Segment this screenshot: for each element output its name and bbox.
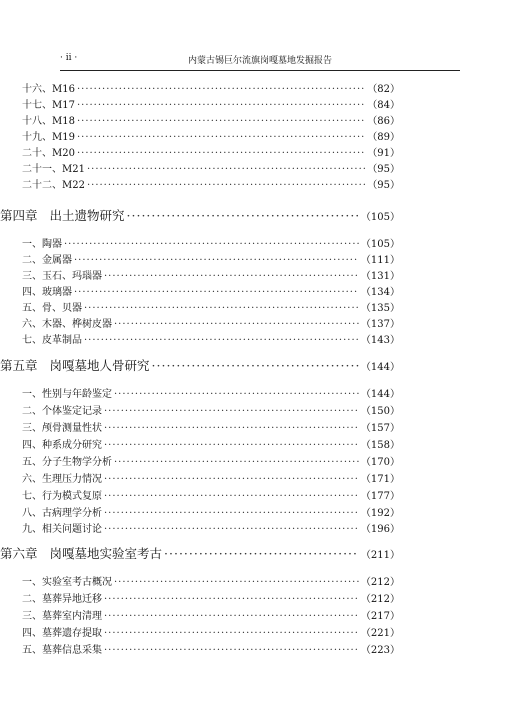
toc-entry-label: 六、生理压力情况 xyxy=(22,474,102,485)
leader-dots xyxy=(87,164,365,175)
leader-dots xyxy=(104,406,359,417)
toc-entry-page: （217） xyxy=(360,611,400,622)
toc-entry[interactable] xyxy=(0,176,400,191)
leader-dots xyxy=(114,577,359,588)
leader-dots xyxy=(77,100,365,111)
toc-entry-page: （158） xyxy=(360,440,400,451)
leader-dots xyxy=(77,116,365,127)
chapter-title: 岗嘎墓地人骨研究 xyxy=(49,358,150,373)
toc-entry-page: （144） xyxy=(360,389,400,400)
toc-entry-label: 九、相关问题讨论 xyxy=(22,524,102,535)
toc-entry-page: （170） xyxy=(360,457,400,468)
toc-entry-page: （91） xyxy=(367,148,400,159)
toc-entry-page: （95） xyxy=(367,164,400,175)
toc-entry-page: （143） xyxy=(360,335,400,346)
chapter-title: 出土遗物研究 xyxy=(49,208,125,223)
toc-entry-label: 四、玻璃器 xyxy=(22,287,72,298)
toc-entry-page: （212） xyxy=(360,594,400,605)
toc-entry-label: 二十、M20 xyxy=(22,148,75,159)
toc-entry-label: 十九、M19 xyxy=(22,132,75,143)
toc-entry-label: 四、墓葬遗存提取 xyxy=(22,628,102,639)
toc-entry-label: 十八、M18 xyxy=(22,116,75,127)
toc-chapter-heading[interactable] xyxy=(0,544,400,562)
toc-entry-label: 一、性别与年龄鉴定 xyxy=(22,389,112,400)
leader-dots xyxy=(104,524,359,535)
leader-dots xyxy=(127,208,359,223)
toc-entry[interactable] xyxy=(0,112,400,127)
leader-dots xyxy=(114,457,359,468)
page-number: · ii · xyxy=(60,53,78,63)
toc-chapter-heading[interactable] xyxy=(0,356,400,374)
toc-entry[interactable] xyxy=(0,299,400,314)
toc-entry-page: （150） xyxy=(360,406,400,417)
toc-entry[interactable] xyxy=(0,607,400,622)
page-header xyxy=(60,53,460,67)
toc-entry-page: （157） xyxy=(360,423,400,434)
toc-entry-page: （211） xyxy=(360,550,400,561)
leader-dots xyxy=(104,271,359,282)
leader-dots xyxy=(84,335,359,346)
toc-entry[interactable] xyxy=(0,624,400,639)
toc-entry[interactable] xyxy=(0,436,400,451)
toc-entry-label: 五、骨、贝器 xyxy=(22,303,82,314)
toc-entry[interactable] xyxy=(0,315,400,330)
toc-entry-page: （223） xyxy=(360,645,400,656)
toc-entry-label: 十六、M16 xyxy=(22,84,75,95)
toc-entry-label: 三、颅骨测量性状 xyxy=(22,423,102,434)
leader-dots xyxy=(84,303,359,314)
toc-entry[interactable] xyxy=(0,402,400,417)
toc-entry-page: （86） xyxy=(367,116,400,127)
toc-entry-page: （192） xyxy=(360,508,400,519)
toc-entry-label: 四、种系成分研究 xyxy=(22,440,102,451)
toc-entry-label: 七、皮革制品 xyxy=(22,335,82,346)
leader-dots xyxy=(152,358,359,373)
leader-dots xyxy=(104,611,359,622)
leader-dots xyxy=(104,508,359,519)
chapter-title: 岗嘎墓地实验室考古 xyxy=(49,546,163,561)
leader-dots xyxy=(104,628,359,639)
toc-entry-label: 二、金属器 xyxy=(22,255,72,266)
running-title: 内蒙古锡巨尔流旗岗嘎墓地发掘报告 xyxy=(187,56,332,66)
toc-entry[interactable] xyxy=(0,641,400,656)
toc-entry-label: 五、分子生物学分析 xyxy=(22,457,112,468)
leader-dots xyxy=(164,546,359,561)
toc-entry[interactable] xyxy=(0,504,400,519)
toc-entry[interactable] xyxy=(0,160,400,175)
toc-entry-page: （82） xyxy=(367,84,400,95)
toc-entry-page: （105） xyxy=(360,239,400,250)
toc-entry[interactable] xyxy=(0,385,400,400)
leader-dots xyxy=(87,180,365,191)
toc-entry-page: （89） xyxy=(367,132,400,143)
toc-entry-page: （221） xyxy=(360,628,400,639)
leader-dots xyxy=(104,440,359,451)
toc-entry[interactable] xyxy=(0,419,400,434)
toc-entry-label: 一、陶器 xyxy=(22,239,62,250)
toc-entry-label: 十七、M17 xyxy=(22,100,75,111)
leader-dots xyxy=(77,148,365,159)
leader-dots xyxy=(77,84,365,95)
toc-entry-label: 三、玉石、玛瑙器 xyxy=(22,271,102,282)
toc-entry[interactable] xyxy=(0,80,400,95)
toc-entry-label: 二、个体鉴定记录 xyxy=(22,406,102,417)
toc-entry-label: 八、古病理学分析 xyxy=(22,508,102,519)
toc-entry-page: （131） xyxy=(360,271,400,282)
toc-entry-label: 二十一、M21 xyxy=(22,164,85,175)
toc-entry[interactable] xyxy=(0,470,400,485)
toc-entry-page: （105） xyxy=(360,212,400,223)
toc-entry-page: （111） xyxy=(360,255,400,266)
leader-dots xyxy=(104,423,359,434)
toc-entry-page: （144） xyxy=(360,362,400,373)
leader-dots xyxy=(104,474,359,485)
toc-entry-label: 二十二、M22 xyxy=(22,180,85,191)
chapter-number: 第四章 xyxy=(0,208,38,223)
toc-entry-page: （84） xyxy=(367,100,400,111)
toc-entry[interactable] xyxy=(0,96,400,111)
leader-dots xyxy=(74,255,359,266)
toc-entry[interactable] xyxy=(0,453,400,468)
chapter-number: 第六章 xyxy=(0,546,38,561)
toc-entry-label: 一、实验室考古概况 xyxy=(22,577,112,588)
leader-dots xyxy=(114,389,359,400)
toc-entry[interactable] xyxy=(0,487,400,502)
leader-dots xyxy=(114,319,359,330)
toc-chapter-heading[interactable] xyxy=(0,206,400,224)
toc-entry-label: 二、墓葬异地迁移 xyxy=(22,594,102,605)
leader-dots xyxy=(104,645,359,656)
toc-entry-label: 六、木器、桦树皮器 xyxy=(22,319,112,330)
toc-entry[interactable] xyxy=(0,283,400,298)
toc-entry[interactable] xyxy=(0,267,400,282)
toc-entry[interactable] xyxy=(0,331,400,346)
toc-entry[interactable] xyxy=(0,251,400,266)
leader-dots xyxy=(64,239,359,250)
toc-entry-page: （171） xyxy=(360,474,400,485)
toc-entry-page: （212） xyxy=(360,577,400,588)
toc-entry-page: （95） xyxy=(367,180,400,191)
toc-entry-page: （177） xyxy=(360,491,400,502)
toc-entry[interactable] xyxy=(0,235,400,250)
toc-entry[interactable] xyxy=(0,590,400,605)
leader-dots xyxy=(77,132,365,143)
toc-entry-label: 三、墓葬室内清理 xyxy=(22,611,102,622)
chapter-number: 第五章 xyxy=(0,358,38,373)
toc-entry-page: （135） xyxy=(360,303,400,314)
toc-entry[interactable] xyxy=(0,144,400,159)
toc-entry-page: （137） xyxy=(360,319,400,330)
leader-dots xyxy=(104,491,359,502)
toc-entry[interactable] xyxy=(0,573,400,588)
header-rule xyxy=(60,70,460,71)
toc-entry[interactable] xyxy=(0,520,400,535)
leader-dots xyxy=(74,287,359,298)
toc-entry-label: 五、墓葬信息采集 xyxy=(22,645,102,656)
toc-entry-label: 七、行为模式复原 xyxy=(22,491,102,502)
toc-entry-page: （134） xyxy=(360,287,400,298)
toc-entry[interactable] xyxy=(0,128,400,143)
toc-entry-page: （196） xyxy=(360,524,400,535)
leader-dots xyxy=(104,594,359,605)
